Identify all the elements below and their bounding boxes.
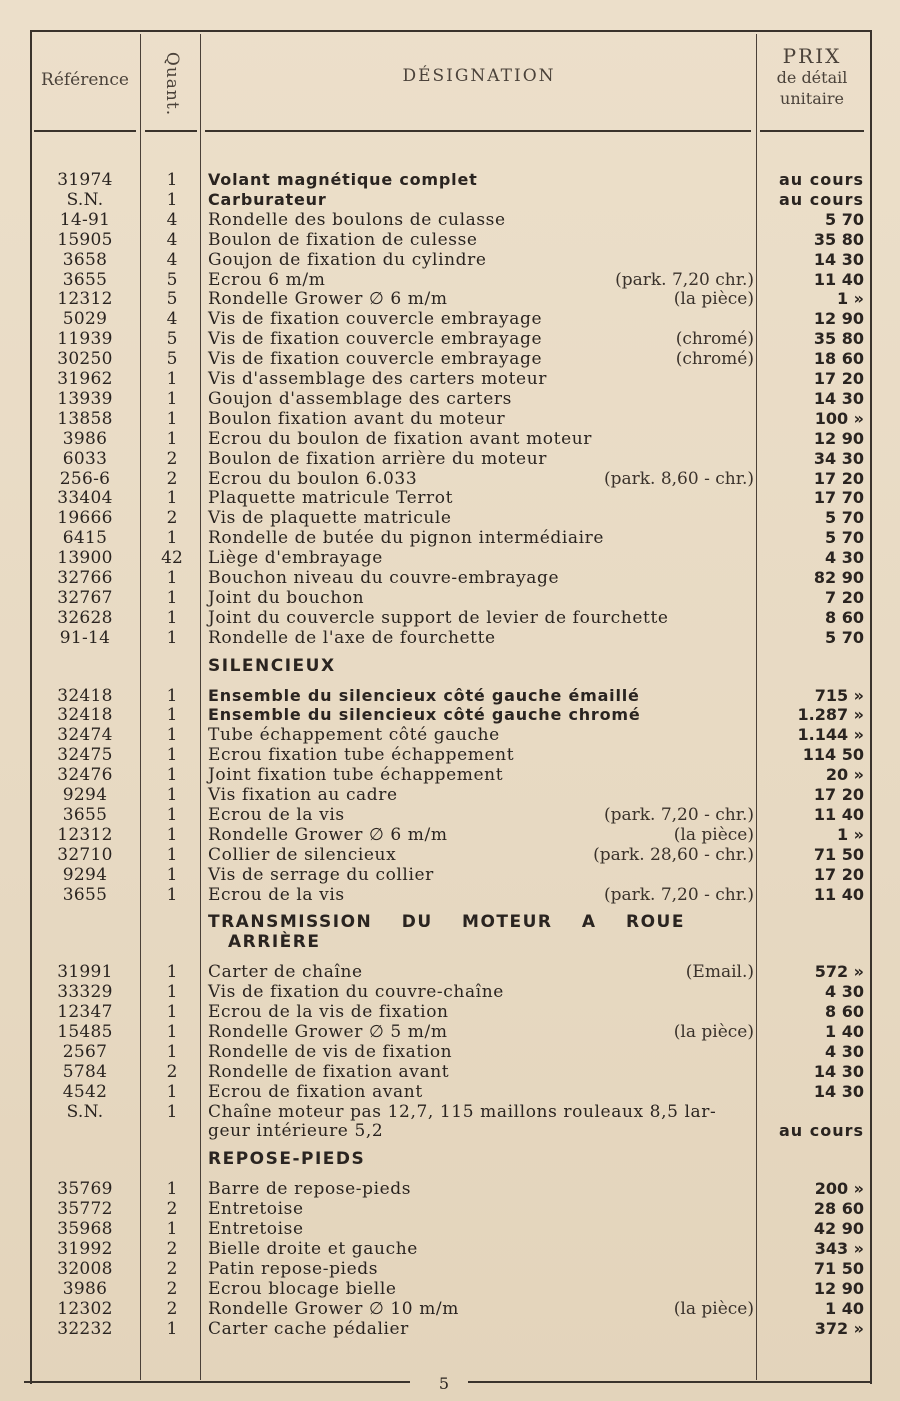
price-cell: 12 90 (813, 1278, 864, 1298)
header-rule (205, 130, 751, 132)
price-cell: 82 90 (813, 568, 864, 587)
price-cell: 8 60 (825, 1002, 864, 1021)
designation-cell: Entretoise (208, 1219, 304, 1239)
designation-cell: Rondelle de fixation avant (208, 1061, 450, 1082)
designation-cell: Entretoise (208, 1199, 304, 1220)
table-row (0, 1299, 900, 1319)
designation-cell: Rondelle Grower ∅ 5 m/m (208, 1021, 448, 1042)
price-cell: 17 70 (813, 488, 864, 508)
table-row (0, 1279, 900, 1299)
header-rule (760, 130, 864, 132)
quantity-cell: 2 (166, 1278, 178, 1299)
quantity-cell: 5 (166, 269, 178, 290)
price-cell: 14 30 (813, 1081, 864, 1101)
designation-note: (Email.) (685, 962, 754, 983)
quantity-cell: 1 (166, 884, 178, 905)
reference-cell: 91-14 (59, 627, 111, 648)
reference-cell: 32475 (57, 745, 113, 766)
table-row (0, 805, 900, 825)
table-row (0, 568, 900, 588)
table-row (0, 210, 900, 230)
quantity-cell: 1 (166, 408, 178, 429)
designation-note: (la pièce) (673, 1298, 754, 1319)
table-row (0, 250, 900, 270)
designation-cell: Carter de chaîne (208, 962, 363, 983)
quantity-cell: 1 (166, 725, 178, 746)
price-cell: 5 70 (825, 528, 864, 548)
designation-note: (park. 7,20 - chr.) (603, 804, 754, 825)
bottom-rule (24, 1381, 410, 1383)
quantity-cell: 1 (166, 1002, 178, 1022)
reference-cell: 35968 (57, 1219, 113, 1239)
quantity-cell: 1 (166, 1179, 178, 1200)
quantity-cell: 1 (166, 864, 178, 885)
table-row (0, 1102, 900, 1122)
reference-cell: 6415 (62, 528, 108, 549)
price-cell: 5 70 (825, 508, 864, 528)
reference-cell: 32418 (57, 705, 113, 726)
quantity-cell: 1 (166, 685, 178, 706)
reference-cell: 15485 (57, 1021, 113, 1042)
designation-note: (chromé) (675, 349, 754, 370)
table-row (0, 1199, 900, 1219)
table-row (0, 865, 900, 885)
designation-note: (park. 7,20 - chr.) (603, 884, 754, 905)
price-cell: 17 20 (813, 369, 864, 388)
quantity-cell: 1 (166, 785, 178, 805)
designation-note: (park. 28,60 - chr.) (593, 844, 754, 865)
reference-cell: 35772 (57, 1199, 113, 1220)
table-row (0, 528, 900, 548)
designation-cell: Ecrou du boulon 6.033 (208, 468, 418, 489)
reference-cell: 3655 (62, 804, 108, 825)
table-row (0, 289, 900, 309)
price-cell: 28 60 (813, 1199, 864, 1219)
price-cell: 1 40 (825, 1298, 864, 1318)
quantity-cell: 1 (166, 1041, 178, 1062)
price-cell: 100 » (814, 408, 864, 428)
price-cell: 1.287 » (797, 705, 864, 725)
price-cell: 343 » (814, 1238, 864, 1258)
table-row (0, 765, 900, 785)
reference-cell: 12312 (57, 289, 113, 310)
quantity-cell: 2 (166, 468, 178, 489)
table-row (0, 1239, 900, 1259)
designation-cell: Boulon de fixation arrière du moteur (208, 448, 547, 469)
designation-cell: Joint du couvercle support de levier de fourchette (208, 607, 669, 628)
reference-cell: 32474 (57, 725, 113, 746)
quantity-cell: 5 (166, 349, 178, 370)
table-row (0, 469, 900, 489)
reference-cell: 32476 (57, 765, 113, 786)
reference-cell: 2567 (62, 1041, 108, 1062)
designation-cell: Ecrou de la vis (208, 884, 345, 905)
reference-cell: 11939 (57, 329, 113, 350)
designation-cell: Boulon de fixation de culesse (208, 229, 478, 250)
designation-cell: Ecrou blocage bielle (208, 1278, 397, 1299)
quantity-cell: 1 (166, 962, 178, 983)
designation-cell: Carter cache pédalier (208, 1318, 409, 1339)
price-cell: au cours (778, 189, 864, 209)
table-row (0, 1002, 900, 1022)
price-cell: 1 » (836, 289, 864, 309)
designation-note: (chromé) (675, 329, 754, 350)
table-row (0, 1042, 900, 1062)
table-row (0, 488, 900, 508)
reference-cell: 13858 (57, 408, 113, 429)
designation-cell-continued: geur intérieure 5,2 (208, 1121, 384, 1142)
designation-cell: Joint fixation tube échappement (208, 765, 504, 786)
quantity-cell: 2 (166, 1238, 178, 1259)
designation-cell: Bouchon niveau du couvre-embrayage (208, 568, 560, 588)
reference-cell: 15905 (57, 229, 113, 250)
header-price (757, 46, 867, 109)
table-row (0, 1319, 900, 1339)
table-row (0, 409, 900, 429)
quantity-cell: 2 (166, 1199, 178, 1220)
quantity-cell: 1 (166, 428, 178, 449)
quantity-cell: 2 (166, 508, 178, 529)
quantity-cell: 1 (166, 189, 178, 210)
table-row (0, 1259, 900, 1279)
price-cell: 4 30 (825, 982, 864, 1002)
price-cell: 1 » (836, 824, 864, 844)
price-cell: 71 50 (813, 844, 864, 864)
designation-cell: Rondelle de butée du pignon intermédiaire (208, 528, 605, 549)
quantity-cell: 1 (166, 1219, 178, 1239)
table-row (0, 725, 900, 745)
reference-cell: 32710 (57, 844, 113, 865)
quantity-cell: 5 (166, 289, 178, 310)
reference-cell: 13900 (57, 548, 113, 569)
designation-cell: Vis d'assemblage des carters moteur (208, 369, 547, 389)
designation-cell: Collier de silencieux (208, 844, 397, 865)
reference-cell: 12312 (57, 824, 113, 845)
section-heading: REPOSE-PIEDS (208, 1149, 366, 1170)
table-row (0, 1062, 900, 1082)
price-cell: 14 30 (813, 388, 864, 408)
price-cell: au cours (778, 1121, 864, 1141)
header-reference: Référence (41, 70, 129, 90)
table-row (0, 389, 900, 409)
designation-cell: Rondelle des boulons de culasse (208, 209, 506, 230)
designation-cell: Ecrou fixation tube échappement (208, 745, 515, 766)
price-cell: 12 90 (813, 309, 864, 329)
reference-cell: 31962 (57, 369, 113, 389)
designation-cell: Ecrou de la vis (208, 804, 345, 825)
table-row (0, 270, 900, 290)
table-row (0, 705, 900, 725)
designation-cell: Rondelle Grower ∅ 6 m/m (208, 824, 448, 845)
quantity-cell: 42 (161, 548, 183, 569)
reference-cell: 19666 (57, 508, 113, 529)
table-row (0, 982, 900, 1002)
table-row (0, 170, 900, 190)
reference-cell: 35769 (57, 1179, 113, 1200)
header-quantity: Quant. (162, 51, 182, 117)
price-cell: 1.144 » (797, 725, 864, 745)
designation-cell: Carburateur (208, 189, 327, 209)
reference-cell: 9294 (62, 785, 108, 805)
table-row (0, 608, 900, 628)
price-cell: 42 90 (813, 1219, 864, 1238)
designation-cell: Barre de repose-pieds (208, 1179, 412, 1200)
designation-cell: Ecrou du boulon de fixation avant moteur (208, 428, 593, 449)
price-cell: 12 90 (813, 428, 864, 448)
reference-cell: 31991 (57, 962, 113, 983)
reference-cell: 31974 (57, 170, 113, 190)
table-row (0, 588, 900, 608)
designation-cell: Plaquette matricule Terrot (208, 488, 454, 509)
designation-cell: Rondelle Grower ∅ 6 m/m (208, 289, 448, 310)
designation-cell: Goujon d'assemblage des carters (208, 388, 512, 409)
table-row (0, 508, 900, 528)
designation-cell: Boulon fixation avant du moteur (208, 408, 506, 429)
quantity-cell: 1 (166, 170, 178, 190)
section-heading-continued: ARRIÈRE (228, 932, 321, 953)
quantity-cell: 4 (166, 229, 178, 250)
designation-cell: Liège d'embrayage (208, 548, 383, 569)
price-cell: 11 40 (813, 804, 864, 824)
reference-cell: 6033 (62, 448, 108, 469)
reference-cell: 33329 (57, 982, 113, 1003)
quantity-cell: 1 (166, 705, 178, 726)
reference-cell: 12302 (57, 1298, 113, 1319)
table-row (0, 329, 900, 349)
designation-cell: Ensemble du silencieux côté gauche chromé (208, 705, 641, 725)
quantity-cell: 1 (166, 1101, 178, 1122)
reference-cell: 3986 (62, 428, 108, 449)
reference-cell: 13939 (57, 388, 113, 409)
quantity-cell: 1 (166, 607, 178, 628)
designation-cell: Ecrou de la vis de fixation (208, 1002, 449, 1022)
table-row (0, 785, 900, 805)
reference-cell: 3986 (62, 1278, 108, 1299)
table-row (0, 429, 900, 449)
price-cell: 71 50 (813, 1258, 864, 1278)
designation-cell: Volant magnétique complet (208, 170, 478, 189)
reference-cell: 256-6 (59, 468, 111, 489)
table-row-continued (0, 1121, 900, 1141)
reference-cell: 5784 (62, 1061, 108, 1082)
reference-cell: 32766 (57, 568, 113, 588)
designation-cell: Rondelle Grower ∅ 10 m/m (208, 1298, 459, 1319)
quantity-cell: 1 (166, 982, 178, 1003)
designation-cell: Ecrou 6 m/m (208, 269, 326, 290)
table-row (0, 628, 900, 648)
price-cell: au cours (778, 170, 864, 189)
designation-cell: Rondelle de vis de fixation (208, 1041, 453, 1062)
reference-cell: 9294 (62, 864, 108, 885)
price-cell: 5 70 (825, 209, 864, 229)
price-cell: 17 20 (813, 468, 864, 488)
price-cell: 4 30 (825, 1041, 864, 1061)
quantity-cell: 2 (166, 1061, 178, 1082)
table-row (0, 686, 900, 706)
price-cell: 11 40 (813, 269, 864, 289)
header-price-line: unitaire (780, 89, 844, 108)
quantity-cell: 4 (166, 309, 178, 330)
price-cell: 114 50 (802, 745, 864, 765)
header-designation: DÉSIGNATION (402, 66, 556, 86)
quantity-cell: 1 (166, 568, 178, 588)
price-cell: 11 40 (813, 884, 864, 904)
quantity-cell: 1 (166, 369, 178, 389)
quantity-cell: 2 (166, 448, 178, 469)
quantity-cell: 1 (166, 1021, 178, 1042)
designation-cell: Rondelle de l'axe de fourchette (208, 627, 496, 648)
designation-cell: Vis de fixation du couvre-chaîne (208, 982, 504, 1003)
reference-cell: 3655 (62, 884, 108, 905)
designation-cell: Joint du bouchon (208, 587, 365, 608)
header-price-line: PRIX (782, 44, 842, 68)
price-cell: 715 » (814, 685, 864, 705)
designation-note: (park. 7,20 chr.) (615, 269, 754, 290)
quantity-cell: 1 (166, 824, 178, 845)
price-cell: 34 30 (813, 448, 864, 468)
price-cell: 35 80 (813, 229, 864, 249)
table-row (0, 369, 900, 389)
reference-cell: 32628 (57, 607, 113, 628)
reference-cell: 3658 (62, 249, 108, 270)
price-cell: 14 30 (813, 1061, 864, 1081)
reference-cell: 32767 (57, 587, 113, 608)
quantity-cell: 1 (166, 1081, 178, 1102)
price-cell: 8 60 (825, 607, 864, 627)
reference-cell: 30250 (57, 349, 113, 370)
table-row (0, 825, 900, 845)
price-cell: 1 40 (825, 1021, 864, 1041)
table-row (0, 1219, 900, 1239)
quantity-cell: 4 (166, 249, 178, 270)
table-row (0, 1082, 900, 1102)
price-cell: 572 » (814, 962, 864, 982)
reference-cell: 32418 (57, 685, 113, 706)
quantity-cell: 1 (166, 1318, 178, 1339)
header-rule (145, 130, 197, 132)
table-row (0, 190, 900, 210)
price-cell: 14 30 (813, 249, 864, 269)
reference-cell: S.N. (66, 1101, 104, 1122)
bottom-rule (468, 1381, 870, 1383)
designation-note: (la pièce) (673, 1021, 754, 1042)
table-row (0, 962, 900, 982)
price-cell: 200 » (814, 1179, 864, 1199)
header-rule (34, 130, 136, 132)
price-cell: 17 20 (813, 785, 864, 804)
designation-cell: Tube échappement côté gauche (208, 725, 500, 746)
reference-cell: 33404 (57, 488, 113, 509)
designation-cell: Ensemble du silencieux côté gauche émaillé (208, 685, 640, 705)
price-cell: 5 70 (825, 627, 864, 647)
table-row (0, 845, 900, 865)
quantity-cell: 2 (166, 1258, 178, 1279)
section-heading: SILENCIEUX (208, 655, 336, 676)
designation-cell: Patin repose-pieds (208, 1258, 379, 1279)
designation-note: (la pièce) (673, 824, 754, 845)
quantity-cell: 5 (166, 329, 178, 350)
quantity-cell: 1 (166, 745, 178, 766)
page-number: 5 (438, 1374, 450, 1393)
reference-cell: 3655 (62, 269, 108, 290)
quantity-cell: 1 (166, 488, 178, 509)
designation-cell: Vis de fixation couvercle embrayage (208, 349, 543, 370)
table-row (0, 449, 900, 469)
designation-note: (park. 8,60 - chr.) (603, 468, 754, 489)
reference-cell: 32232 (57, 1318, 113, 1339)
section-heading: TRANSMISSION DU MOTEUR A ROUE (208, 912, 685, 933)
price-cell: 17 20 (813, 864, 864, 884)
price-cell: 7 20 (825, 587, 864, 607)
quantity-cell: 1 (166, 587, 178, 608)
designation-cell: Vis de serrage du collier (208, 864, 434, 885)
designation-cell: Vis de plaquette matricule (208, 508, 452, 529)
quantity-cell: 1 (166, 765, 178, 786)
price-cell: 4 30 (825, 548, 864, 568)
reference-cell: S.N. (66, 189, 104, 210)
table-row (0, 1179, 900, 1199)
quantity-cell: 1 (166, 528, 178, 549)
designation-cell: Vis fixation au cadre (208, 785, 398, 805)
designation-cell: Bielle droite et gauche (208, 1238, 418, 1259)
table-row (0, 230, 900, 250)
designation-cell: Chaîne moteur pas 12,7, 115 maillons rouleaux 8,5 lar- (208, 1101, 717, 1122)
quantity-cell: 4 (166, 209, 178, 230)
table-row (0, 548, 900, 568)
price-cell: 18 60 (813, 349, 864, 369)
quantity-cell: 2 (166, 1298, 178, 1319)
reference-cell: 4542 (62, 1081, 108, 1102)
quantity-cell: 1 (166, 844, 178, 865)
price-cell: 372 » (814, 1318, 864, 1338)
table-row (0, 349, 900, 369)
reference-cell: 12347 (57, 1002, 113, 1022)
price-cell: 35 80 (813, 329, 864, 349)
reference-cell: 14-91 (59, 209, 111, 230)
header-price-line: de détail (776, 68, 848, 87)
quantity-cell: 1 (166, 388, 178, 409)
table-row (0, 885, 900, 905)
designation-cell: Goujon de fixation du cylindre (208, 249, 487, 270)
designation-cell: Vis de fixation couvercle embrayage (208, 329, 543, 350)
reference-cell: 5029 (62, 309, 108, 330)
quantity-cell: 1 (166, 627, 178, 648)
table-row (0, 1022, 900, 1042)
quantity-cell: 1 (166, 804, 178, 825)
designation-cell: Ecrou de fixation avant (208, 1081, 423, 1102)
table-row (0, 745, 900, 765)
reference-cell: 31992 (57, 1238, 113, 1259)
reference-cell: 32008 (57, 1258, 113, 1279)
designation-note: (la pièce) (673, 289, 754, 310)
price-cell: 20 » (825, 765, 864, 785)
designation-cell: Vis de fixation couvercle embrayage (208, 309, 543, 330)
table-row (0, 309, 900, 329)
